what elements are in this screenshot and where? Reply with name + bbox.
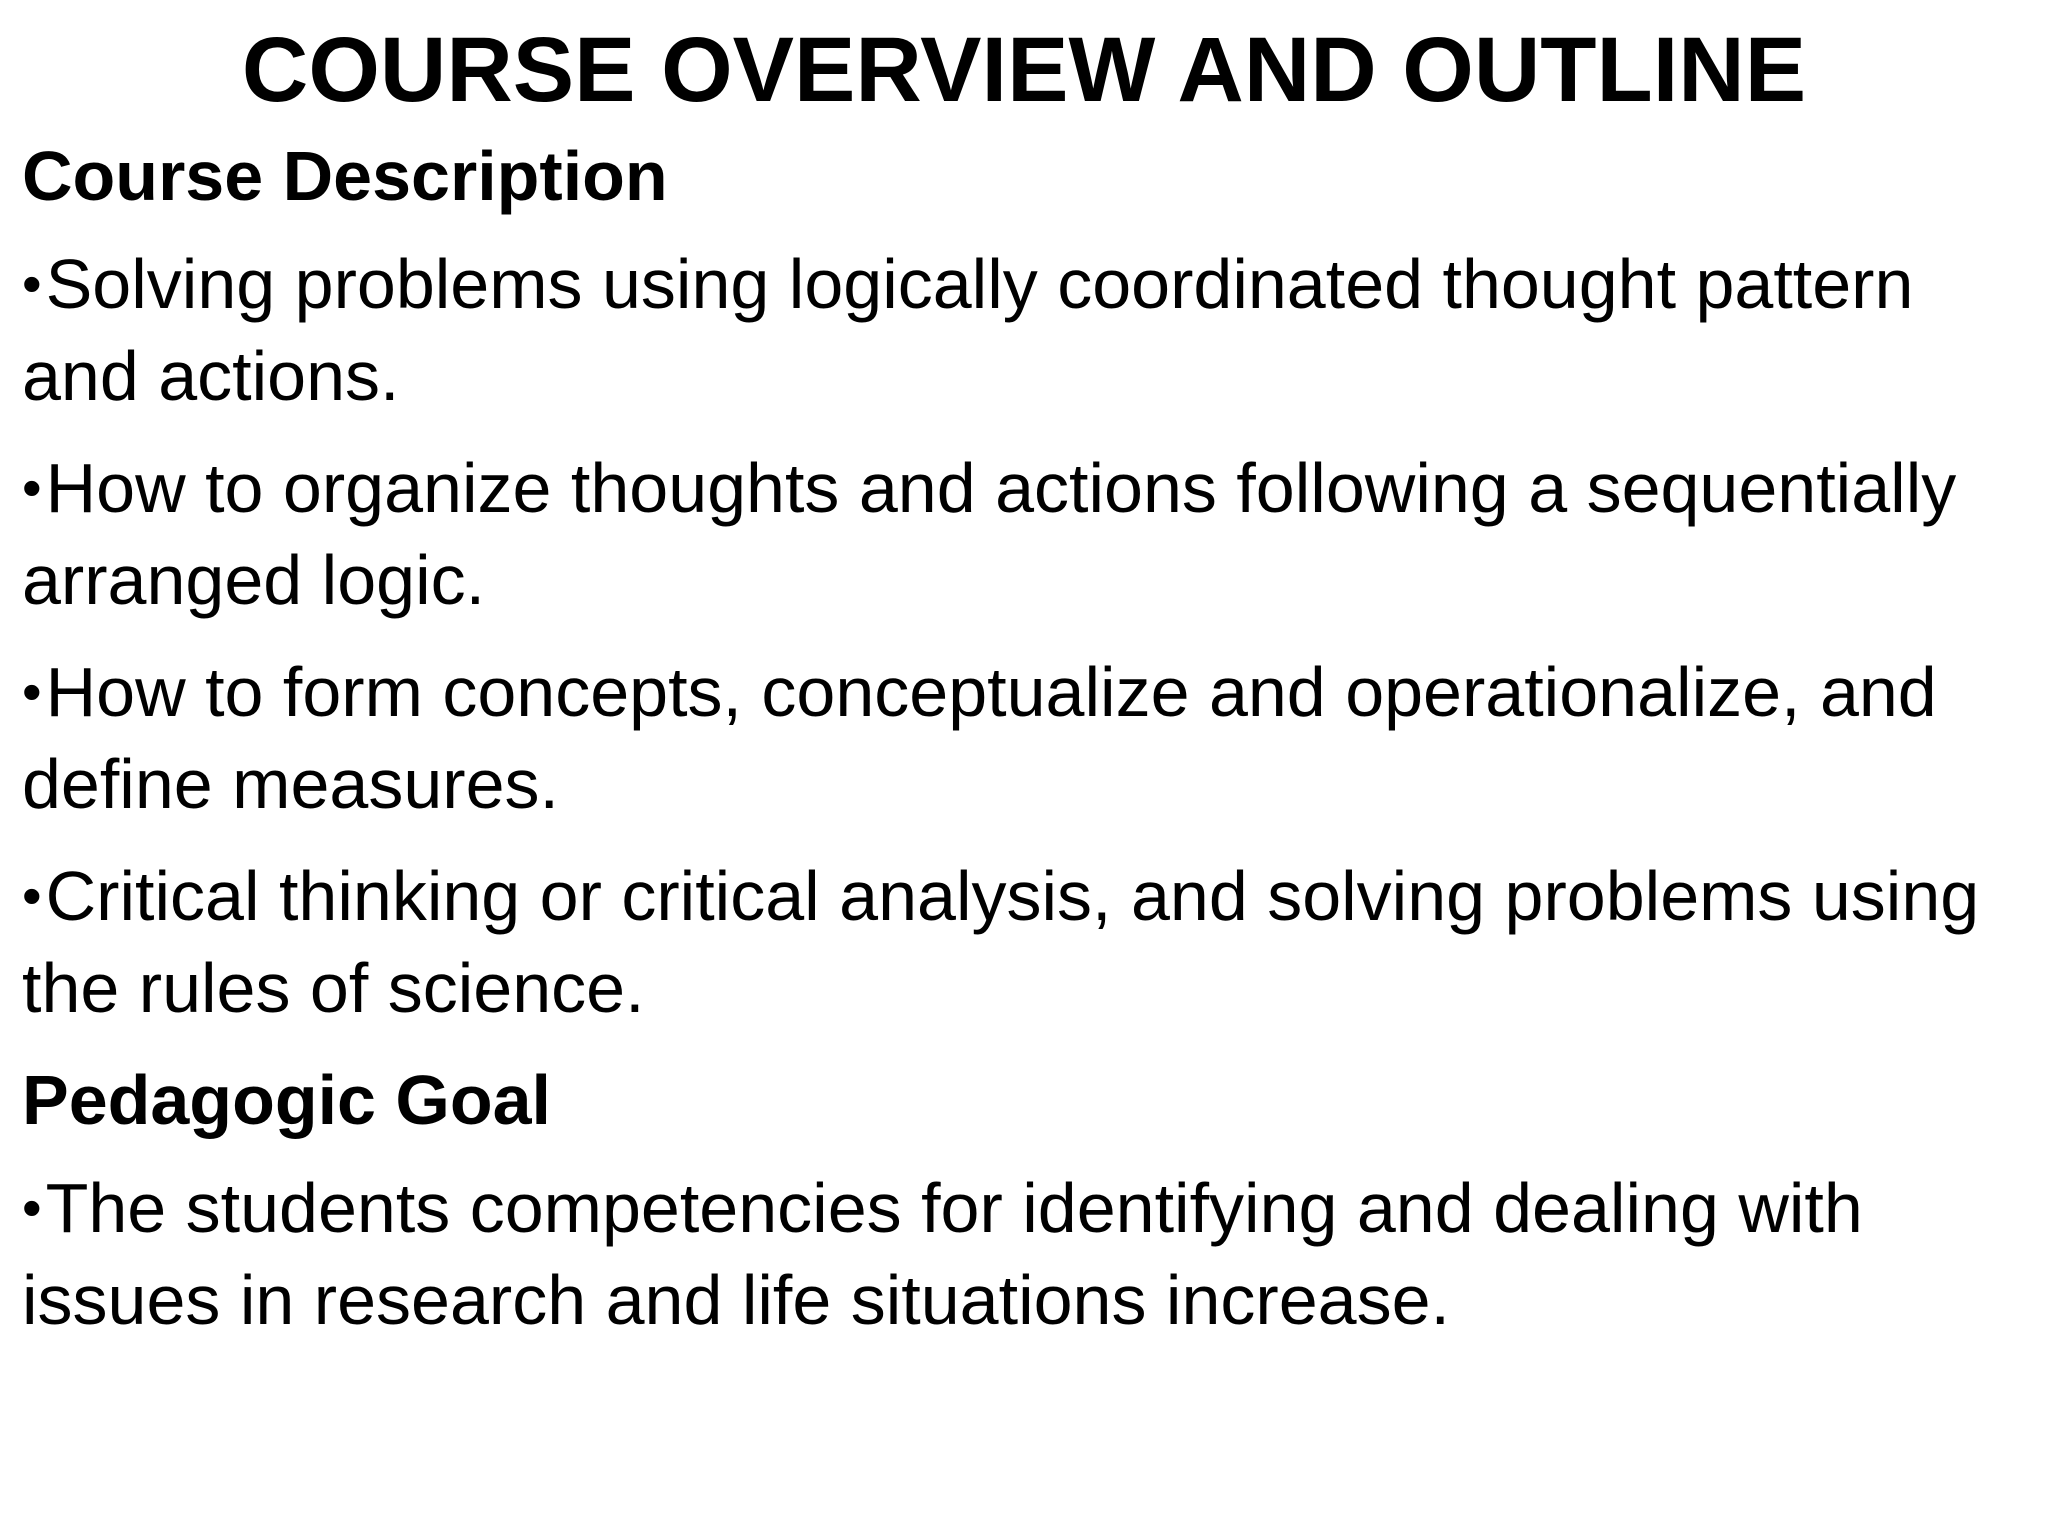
slide-body xyxy=(22,130,2032,1366)
section-heading-pedagogic-goal: Pedagogic Goal xyxy=(22,1061,551,1139)
bullet-text: How to form concepts, conceptualize and operationalize, and define measures. xyxy=(22,653,1937,823)
bullet-item xyxy=(22,238,2032,422)
bullet-text: Solving problems using logically coordinated thought pattern and actions. xyxy=(22,245,1914,415)
bullet-dot-icon: • xyxy=(22,456,42,519)
bullet-item xyxy=(22,850,2032,1034)
slide-title: COURSE OVERVIEW AND OUTLINE xyxy=(241,19,1807,121)
bullet-dot-icon: • xyxy=(22,1176,42,1239)
bullet-text: The students competencies for identifying and dealing with issues in research and life situations increase. xyxy=(22,1169,1863,1339)
section-heading-course-description: Course Description xyxy=(22,137,668,215)
bullet-dot-icon: • xyxy=(22,252,42,315)
bullet-item xyxy=(22,1162,2032,1346)
bullet-dot-icon: • xyxy=(22,864,42,927)
bullet-item xyxy=(22,646,2032,830)
bullet-text: How to organize thoughts and actions following a sequentially arranged logic. xyxy=(22,449,1957,619)
bullet-item xyxy=(22,442,2032,626)
bullet-dot-icon: • xyxy=(22,660,42,723)
bullet-text: Critical thinking or critical analysis, and solving problems using the rules of science. xyxy=(22,857,1980,1027)
